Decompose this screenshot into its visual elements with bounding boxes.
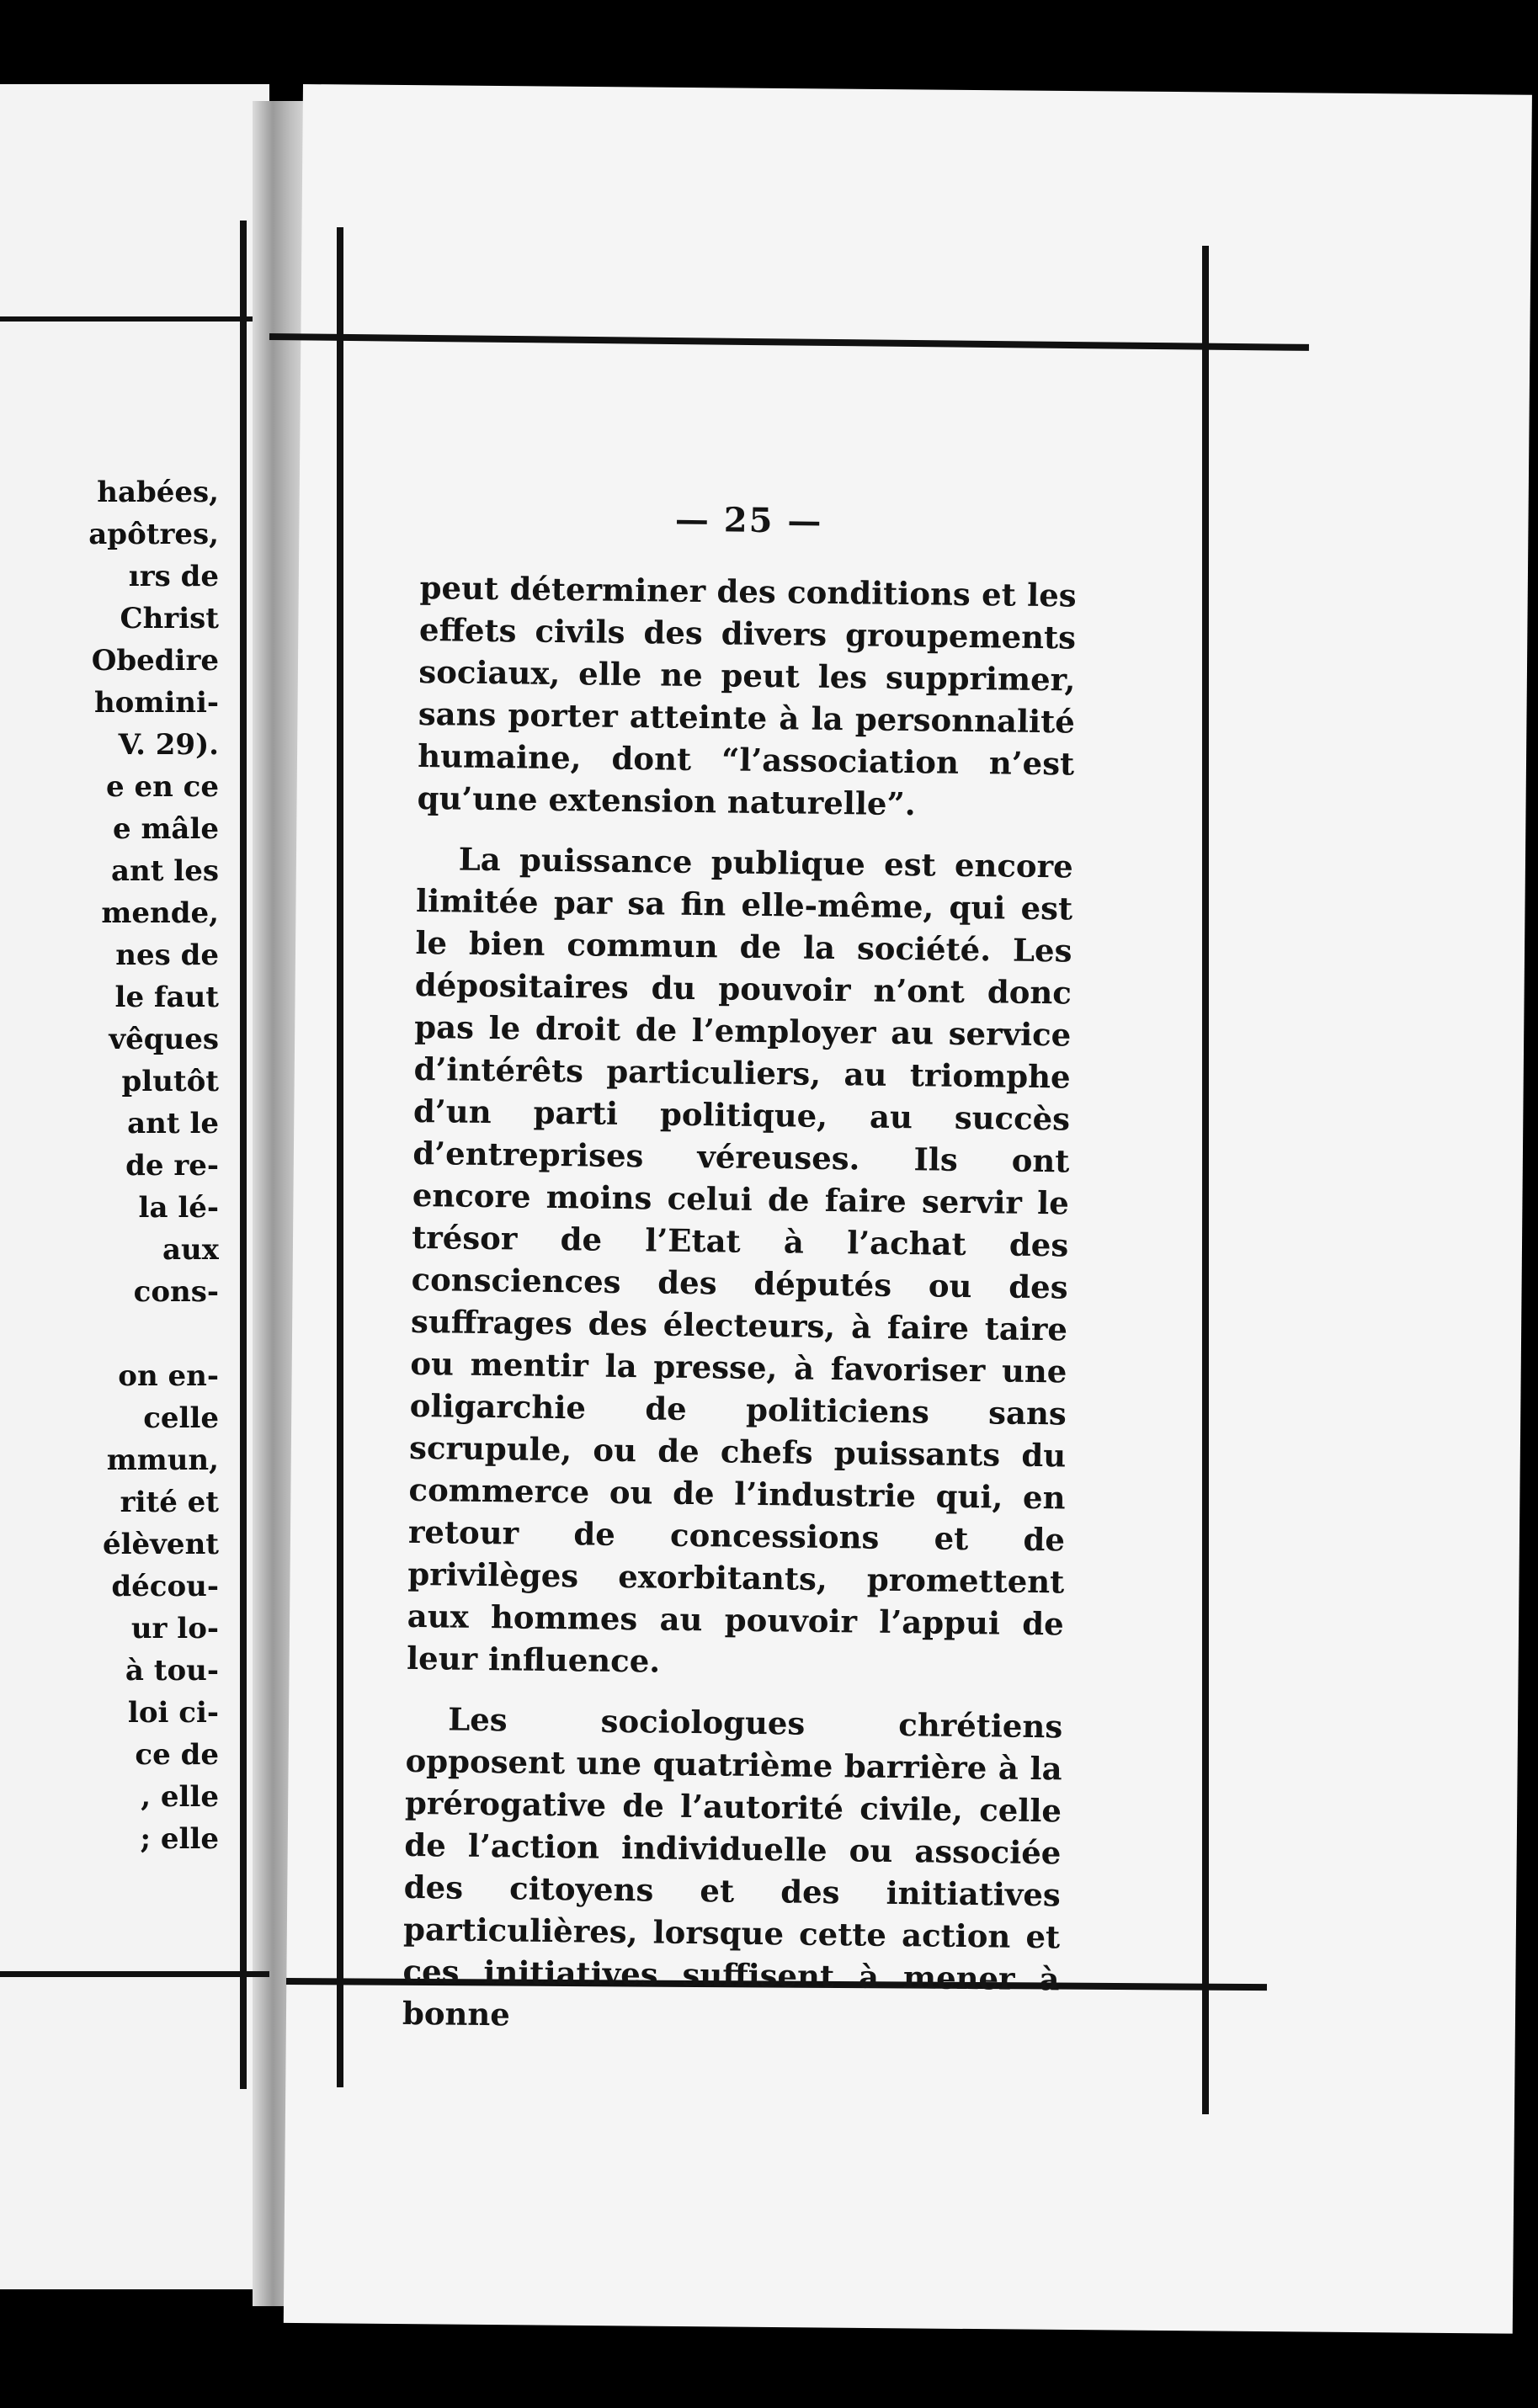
left-page-line: apôtres, [88, 518, 219, 551]
paragraph-1: peut déterminer des conditions et les effets civils des divers groupements sociaux, elle ne peut les supprimer, sans porter atteinte à la personnalité humaine, dont “l’association n’est qu’une extension naturelle”. [417, 568, 1077, 823]
paragraph-2: La puissance publique est encore limitée par sa fin elle-même, qui est le bien commun de la société. Les dépositaires du pouvoir n’ont donc pas le droit de l’employer au service d’intérêts particuliers, au triomphe d’un parti politique, au succès d’entreprises véreuses. Ils ont encore moins celui de faire servir le trésor de l’Etat à l’achat des consciences des députés ou des suffrages des électeurs, à faire taire ou mentir la presse, à favoriser une oligarchie de politiciens sans scrupule, ou de chefs puissants du commerce ou de l’industrie qui, en retour de concessions et de privilèges exorbitants, promettent aux hommes au pouvoir l’appui de leur influence. [406, 840, 1073, 1680]
right-page-left-vertical-rule [337, 227, 343, 2087]
left-page-line: e en ce [106, 770, 219, 804]
left-page-line: élèvent [103, 1528, 219, 1561]
left-page-line: , elle [141, 1780, 219, 1814]
left-page-line: plutôt [121, 1065, 219, 1098]
left-page-line: V. 29). [118, 728, 219, 762]
left-page-line: ce de [135, 1738, 219, 1772]
left-page-line: la lé- [138, 1191, 219, 1225]
left-page-line: ırs de [128, 560, 219, 593]
left-page-text-fragments [0, 471, 219, 1860]
left-page-right-vertical-rule [240, 221, 247, 2089]
left-page-line: mende, [101, 896, 219, 930]
left-page-line: e mâle [112, 812, 219, 846]
right-page-right-vertical-rule [1202, 246, 1209, 2114]
left-page-line: cons- [133, 1275, 219, 1309]
left-page-line: Obedire [91, 644, 219, 678]
page-number: — 25 — [674, 499, 823, 541]
left-page-line: ur lo- [130, 1612, 219, 1645]
left-page-line: loi ci- [127, 1696, 219, 1730]
left-page-bottom-rule [0, 1971, 269, 1977]
left-page-line: ; elle [140, 1822, 219, 1856]
left-page-line: homini- [93, 686, 219, 720]
left-page-line: de re- [125, 1149, 219, 1183]
left-page-line: rité et [120, 1486, 219, 1519]
left-page-line: le faut [114, 981, 219, 1014]
left-page-line: aux [162, 1233, 219, 1267]
page-body [402, 497, 1078, 2060]
left-page-line: on en- [118, 1359, 219, 1393]
left-page-line: à tou- [125, 1654, 219, 1688]
left-page-line: habées, [97, 476, 219, 509]
left-page-line: Christ [120, 602, 219, 635]
left-page-line: ant le [127, 1107, 219, 1140]
left-page-line: vêques [109, 1023, 219, 1056]
left-page-line: ant les [111, 854, 219, 888]
left-page-line: décou- [111, 1570, 219, 1603]
left-page-line: celle [143, 1401, 219, 1435]
left-page-top-rule [0, 316, 253, 322]
left-page-line [0, 1313, 219, 1355]
left-page-line: nes de [115, 938, 219, 972]
paragraph-3: Les sociologues chrétiens opposent une quatrième barrière à la prérogative de l’autorité civile, celle de l’action individuelle ou associée des citoyens et des initiatives particulières, lorsque cette action et ces initiatives suffisent à mener à bonne [402, 1700, 1063, 2033]
left-page-line: mmun, [106, 1443, 219, 1477]
